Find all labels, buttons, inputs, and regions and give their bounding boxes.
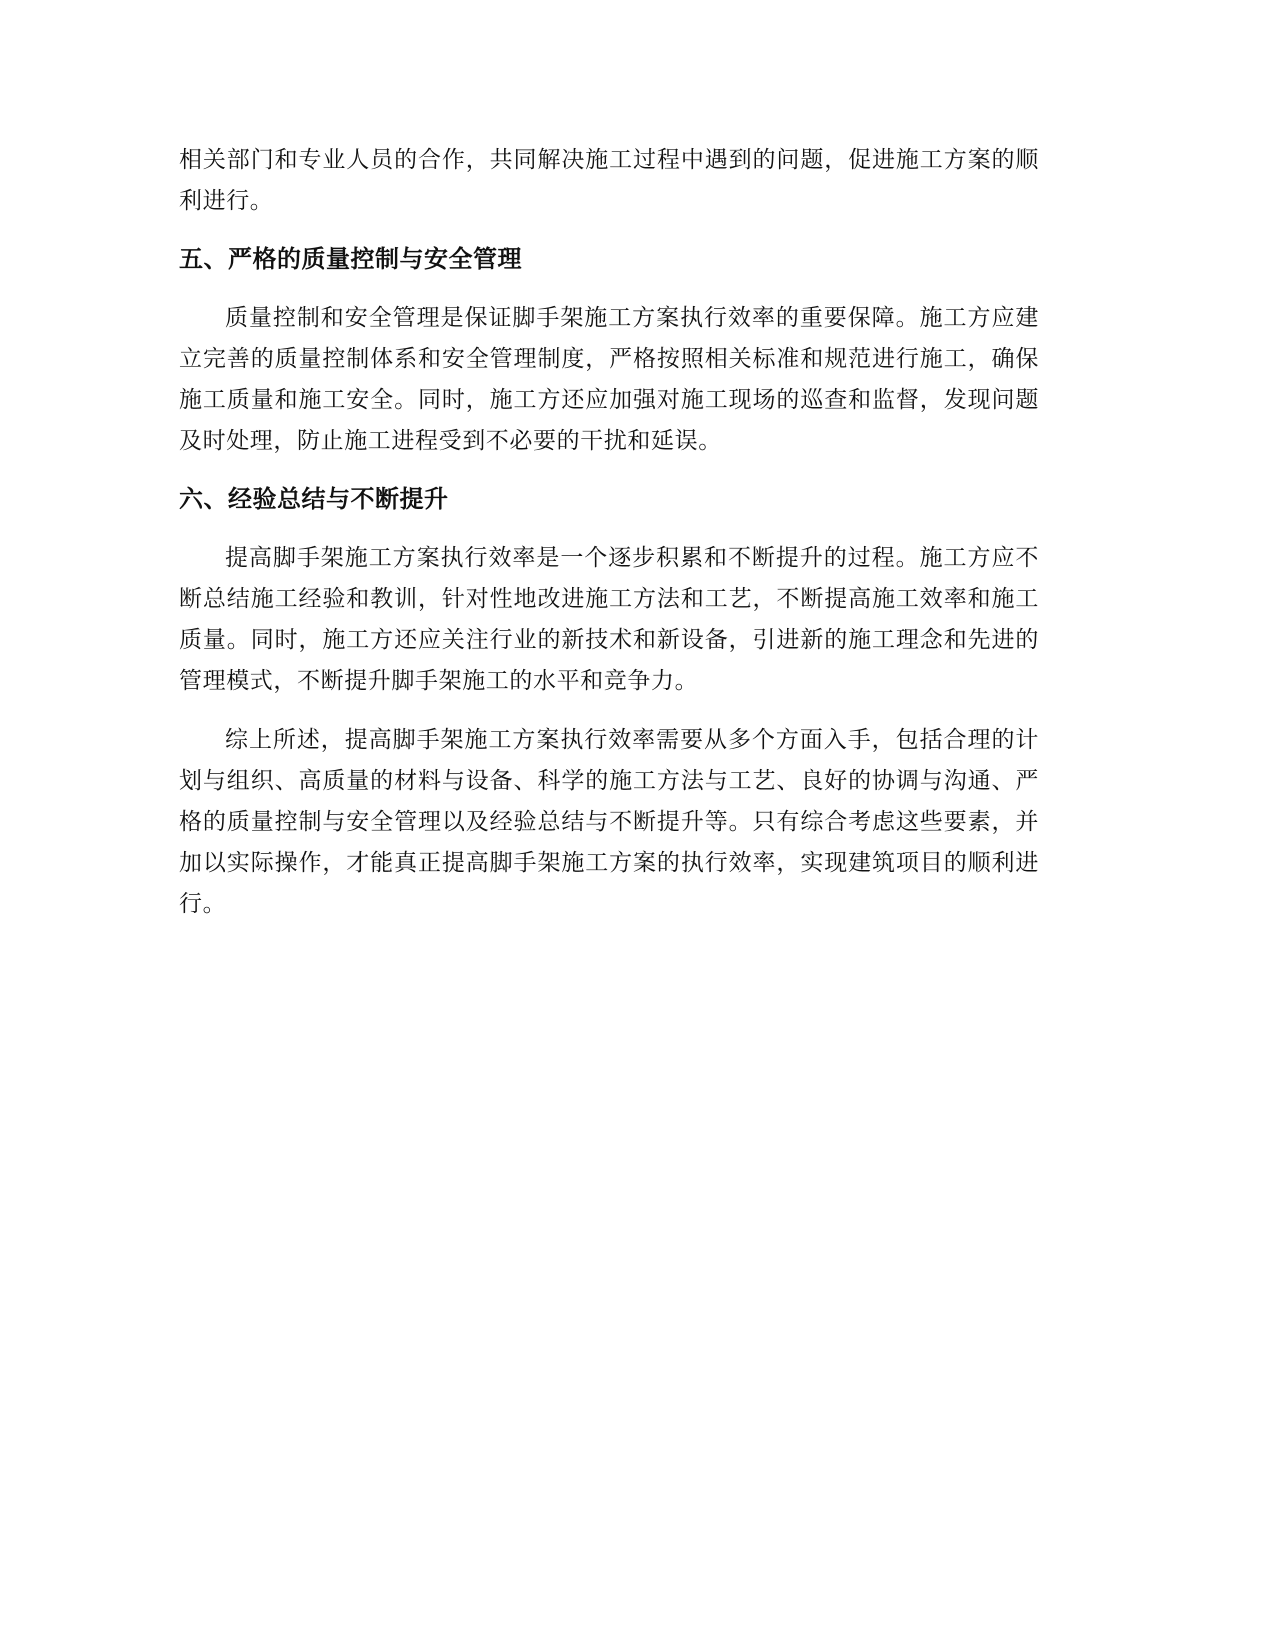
section-heading-experience: 六、经验总结与不断提升	[179, 485, 449, 513]
section-paragraph-experience: 提高脚手架施工方案执行效率是一个逐步积累和不断提升的过程。施工方应不断总结施工经验和教训，针对性地改进施工方法和工艺，不断提高施工效率和施工质量。同时，施工方还应关注行业的新技术和新设备，引进新的施工理念和先进的管理模式，不断提升脚手架施工的水平和竞争力。	[179, 545, 1039, 694]
document-page	[179, 140, 1039, 925]
section-heading-quality-safety: 五、严格的质量控制与安全管理	[179, 245, 522, 273]
conclusion-paragraph: 综上所述，提高脚手架施工方案执行效率需要从多个方面入手，包括合理的计划与组织、高质量的材料与设备、科学的施工方法与工艺、良好的协调与沟通、严格的质量控制与安全管理以及经验总结与不断提升等。只有综合考虑这些要素，并加以实际操作，才能真正提高脚手架施工方案的执行效率，实现建筑项目的顺利进行。	[179, 727, 1039, 917]
section-paragraph-quality-safety: 质量控制和安全管理是保证脚手架施工方案执行效率的重要保障。施工方应建立完善的质量控制体系和安全管理制度，严格按照相关标准和规范进行施工，确保施工质量和施工安全。同时，施工方还应加强对施工现场的巡查和监督，发现问题及时处理，防止施工进程受到不必要的干扰和延误。	[179, 305, 1039, 454]
intro-paragraph: 相关部门和专业人员的合作，共同解决施工过程中遇到的问题，促进施工方案的顺利进行。	[179, 147, 1039, 214]
